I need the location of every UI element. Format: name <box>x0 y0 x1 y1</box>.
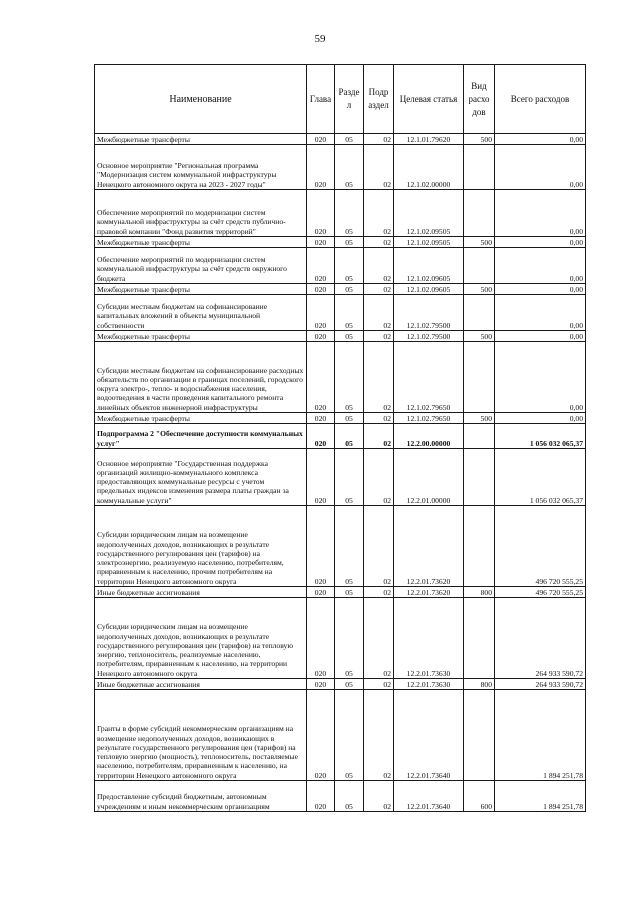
cell-glava: 020 <box>307 342 335 413</box>
table-row <box>95 248 586 284</box>
cell-glava: 020 <box>307 331 335 342</box>
cell-name: Гранты в форме субсидий некоммерческим организациям на возмещение недополученных доходов, возникающих в результате государственного регулирования цен (тарифов) на тепловую энергию (мощность), теплоноситель, поставляемые населению, потребителям, приравненным к населению, на территории Ненецкого автономного округа <box>95 690 307 781</box>
cell-total: 0,00 <box>495 190 586 237</box>
header-total: Всего расходов <box>495 65 586 134</box>
table-body <box>95 134 586 812</box>
table-row <box>95 413 586 424</box>
cell-razdel: 05 <box>335 506 364 587</box>
cell-total: 1 894 251,78 <box>495 690 586 781</box>
cell-podrazdel: 02 <box>364 506 394 587</box>
cell-podrazdel: 02 <box>364 331 394 342</box>
cell-vid <box>464 145 495 190</box>
cell-name: Субсидии юридическим лицам на возмещение недополученных доходов, возникающих в результате государственного регулирования цен (тарифов) на электроэнергию, реализуемую населению, потребителям, приравненным к населению, прочим потребителям на территории Ненецкого автономного округа <box>95 506 307 587</box>
cell-glava: 020 <box>307 237 335 248</box>
header-target: Целевая статья <box>394 65 464 134</box>
cell-vid: 500 <box>464 284 495 295</box>
cell-glava: 020 <box>307 424 335 449</box>
cell-podrazdel: 02 <box>364 424 394 449</box>
cell-total: 0,00 <box>495 237 586 248</box>
cell-target: 12.2.01.73620 <box>394 587 464 598</box>
cell-total: 1 894 251,78 <box>495 781 586 812</box>
cell-target: 12.1.02.09605 <box>394 248 464 284</box>
table-row <box>95 587 586 598</box>
cell-total: 0,00 <box>495 248 586 284</box>
cell-vid <box>464 190 495 237</box>
table-row <box>95 781 586 812</box>
cell-name: Субсидии юридическим лицам на возмещение недополученных доходов, возникающих в результате государственного регулирования цен (тарифов) на тепловую энергию, теплоноситель, реализуемые населению, потребителям, приравненным к населению, на территории Ненецкого автономного округа <box>95 598 307 679</box>
cell-podrazdel: 02 <box>364 295 394 331</box>
table-row <box>95 295 586 331</box>
cell-vid <box>464 342 495 413</box>
header-razdel: Разде л <box>335 65 364 134</box>
budget-table <box>94 64 586 812</box>
cell-glava: 020 <box>307 679 335 690</box>
cell-name: Иные бюджетные ассигнования <box>95 679 307 690</box>
table-row <box>95 331 586 342</box>
cell-total: 496 720 555,25 <box>495 587 586 598</box>
cell-vid <box>464 598 495 679</box>
cell-razdel: 05 <box>335 342 364 413</box>
cell-name: Обеспечение мероприятий по модернизации систем коммунальной инфраструктуры за счёт средств публично-правовой компании "Фонд развития территорий" <box>95 190 307 237</box>
cell-name: Субсидии местным бюджетам на софинансирование капитальных вложений в объекты муниципальной собственности <box>95 295 307 331</box>
cell-target: 12.1.02.09605 <box>394 284 464 295</box>
table-row <box>95 145 586 190</box>
cell-glava: 020 <box>307 284 335 295</box>
cell-total: 0,00 <box>495 295 586 331</box>
cell-target: 12.1.02.09505 <box>394 237 464 248</box>
cell-razdel: 05 <box>335 679 364 690</box>
cell-vid: 600 <box>464 781 495 812</box>
table-row <box>95 449 586 506</box>
cell-target: 12.2.01.73640 <box>394 690 464 781</box>
cell-podrazdel: 02 <box>364 449 394 506</box>
table-header-row <box>95 65 586 134</box>
cell-total: 0,00 <box>495 331 586 342</box>
cell-name: Подпрограмма 2 "Обеспечение доступности коммунальных услуг" <box>95 424 307 449</box>
cell-podrazdel: 02 <box>364 679 394 690</box>
cell-glava: 020 <box>307 413 335 424</box>
cell-vid <box>464 506 495 587</box>
cell-glava: 020 <box>307 145 335 190</box>
cell-total: 0,00 <box>495 413 586 424</box>
cell-razdel: 05 <box>335 413 364 424</box>
cell-razdel: 05 <box>335 331 364 342</box>
table-row <box>95 342 586 413</box>
cell-vid: 500 <box>464 134 495 145</box>
table-row <box>95 134 586 145</box>
cell-name: Основное мероприятие "Государственная поддержка организаций жилищно-коммунального комплекса предоставляющих коммунальные ресурсы с учетом предельных индексов изменения размера платы граждан за коммунальные услуги" <box>95 449 307 506</box>
cell-target: 12.2.01.00000 <box>394 449 464 506</box>
cell-glava: 020 <box>307 295 335 331</box>
cell-podrazdel: 02 <box>364 284 394 295</box>
cell-target: 12.1.01.79620 <box>394 134 464 145</box>
cell-razdel: 05 <box>335 424 364 449</box>
table-row <box>95 598 586 679</box>
cell-glava: 020 <box>307 690 335 781</box>
header-name: Наименование <box>95 65 307 134</box>
cell-target: 12.1.02.79500 <box>394 331 464 342</box>
cell-total: 1 056 032 065,37 <box>495 449 586 506</box>
cell-total: 0,00 <box>495 284 586 295</box>
header-vid: Вид расхо дов <box>464 65 495 134</box>
cell-name: Межбюджетные трансферты <box>95 331 307 342</box>
cell-target: 12.2.01.73630 <box>394 598 464 679</box>
cell-razdel: 05 <box>335 449 364 506</box>
cell-target: 12.1.02.00000 <box>394 145 464 190</box>
cell-target: 12.1.02.79650 <box>394 342 464 413</box>
cell-name: Межбюджетные трансферты <box>95 284 307 295</box>
cell-glava: 020 <box>307 506 335 587</box>
cell-podrazdel: 02 <box>364 134 394 145</box>
cell-razdel: 05 <box>335 781 364 812</box>
cell-glava: 020 <box>307 781 335 812</box>
cell-total: 0,00 <box>495 145 586 190</box>
cell-podrazdel: 02 <box>364 190 394 237</box>
header-glava: Глава <box>307 65 335 134</box>
cell-target: 12.2.01.73640 <box>394 781 464 812</box>
cell-name: Межбюджетные трансферты <box>95 134 307 145</box>
cell-razdel: 05 <box>335 248 364 284</box>
cell-vid: 500 <box>464 413 495 424</box>
cell-vid <box>464 248 495 284</box>
cell-razdel: 05 <box>335 145 364 190</box>
cell-razdel: 05 <box>335 587 364 598</box>
cell-podrazdel: 02 <box>364 145 394 190</box>
cell-target: 12.2.01.73630 <box>394 679 464 690</box>
cell-glava: 020 <box>307 587 335 598</box>
cell-vid: 500 <box>464 331 495 342</box>
table-row <box>95 424 586 449</box>
cell-target: 12.1.02.79500 <box>394 295 464 331</box>
cell-target: 12.1.02.09505 <box>394 190 464 237</box>
cell-name: Межбюджетные трансферты <box>95 413 307 424</box>
cell-podrazdel: 02 <box>364 413 394 424</box>
cell-razdel: 05 <box>335 237 364 248</box>
header-podrazdel: Подр аздел <box>364 65 394 134</box>
cell-razdel: 05 <box>335 690 364 781</box>
cell-vid: 500 <box>464 237 495 248</box>
page-number: 59 <box>314 33 326 45</box>
cell-glava: 020 <box>307 248 335 284</box>
cell-total: 264 933 590,72 <box>495 598 586 679</box>
cell-total: 1 056 032 065,37 <box>495 424 586 449</box>
cell-razdel: 05 <box>335 134 364 145</box>
cell-podrazdel: 02 <box>364 587 394 598</box>
cell-name: Иные бюджетные ассигнования <box>95 587 307 598</box>
cell-target: 12.2.01.73620 <box>394 506 464 587</box>
cell-podrazdel: 02 <box>364 598 394 679</box>
cell-total: 264 933 590,72 <box>495 679 586 690</box>
cell-vid: 800 <box>464 587 495 598</box>
table-row <box>95 679 586 690</box>
cell-target: 12.2.00.00000 <box>394 424 464 449</box>
cell-razdel: 05 <box>335 284 364 295</box>
cell-glava: 020 <box>307 598 335 679</box>
cell-name: Субсидии местным бюджетам на софинансирование расходных обязательств по организации в границах поселений, городского округа электро-, тепло- и водоснабжения населения, водоотведения в части проведения капитального ремонта линейных объектов инженерной инфраструктуры <box>95 342 307 413</box>
cell-name: Предоставление субсидий бюджетным, автономным учреждениям и иным некоммерческим организациям <box>95 781 307 812</box>
cell-glava: 020 <box>307 449 335 506</box>
table-row <box>95 284 586 295</box>
table-row <box>95 506 586 587</box>
cell-total: 0,00 <box>495 342 586 413</box>
cell-glava: 020 <box>307 134 335 145</box>
cell-razdel: 05 <box>335 190 364 237</box>
cell-podrazdel: 02 <box>364 342 394 413</box>
table-row <box>95 190 586 237</box>
cell-podrazdel: 02 <box>364 237 394 248</box>
cell-vid <box>464 690 495 781</box>
table-row <box>95 690 586 781</box>
cell-name: Межбюджетные трансферты <box>95 237 307 248</box>
cell-name: Основное мероприятие "Региональная программа "Модернизация систем коммунальной инфраструктуры Ненецкого автономного округа на 2023 - 2027 годы" <box>95 145 307 190</box>
cell-vid <box>464 449 495 506</box>
cell-razdel: 05 <box>335 295 364 331</box>
cell-glava: 020 <box>307 190 335 237</box>
cell-total: 496 720 555,25 <box>495 506 586 587</box>
cell-name: Обеспечение мероприятий по модернизации систем коммунальной инфраструктуры за счёт средств окружного бюджета <box>95 248 307 284</box>
cell-target: 12.1.02.79650 <box>394 413 464 424</box>
cell-total: 0,00 <box>495 134 586 145</box>
cell-vid <box>464 295 495 331</box>
cell-podrazdel: 02 <box>364 248 394 284</box>
cell-podrazdel: 02 <box>364 781 394 812</box>
cell-vid <box>464 424 495 449</box>
cell-vid: 800 <box>464 679 495 690</box>
table-row <box>95 237 586 248</box>
cell-razdel: 05 <box>335 598 364 679</box>
cell-podrazdel: 02 <box>364 690 394 781</box>
